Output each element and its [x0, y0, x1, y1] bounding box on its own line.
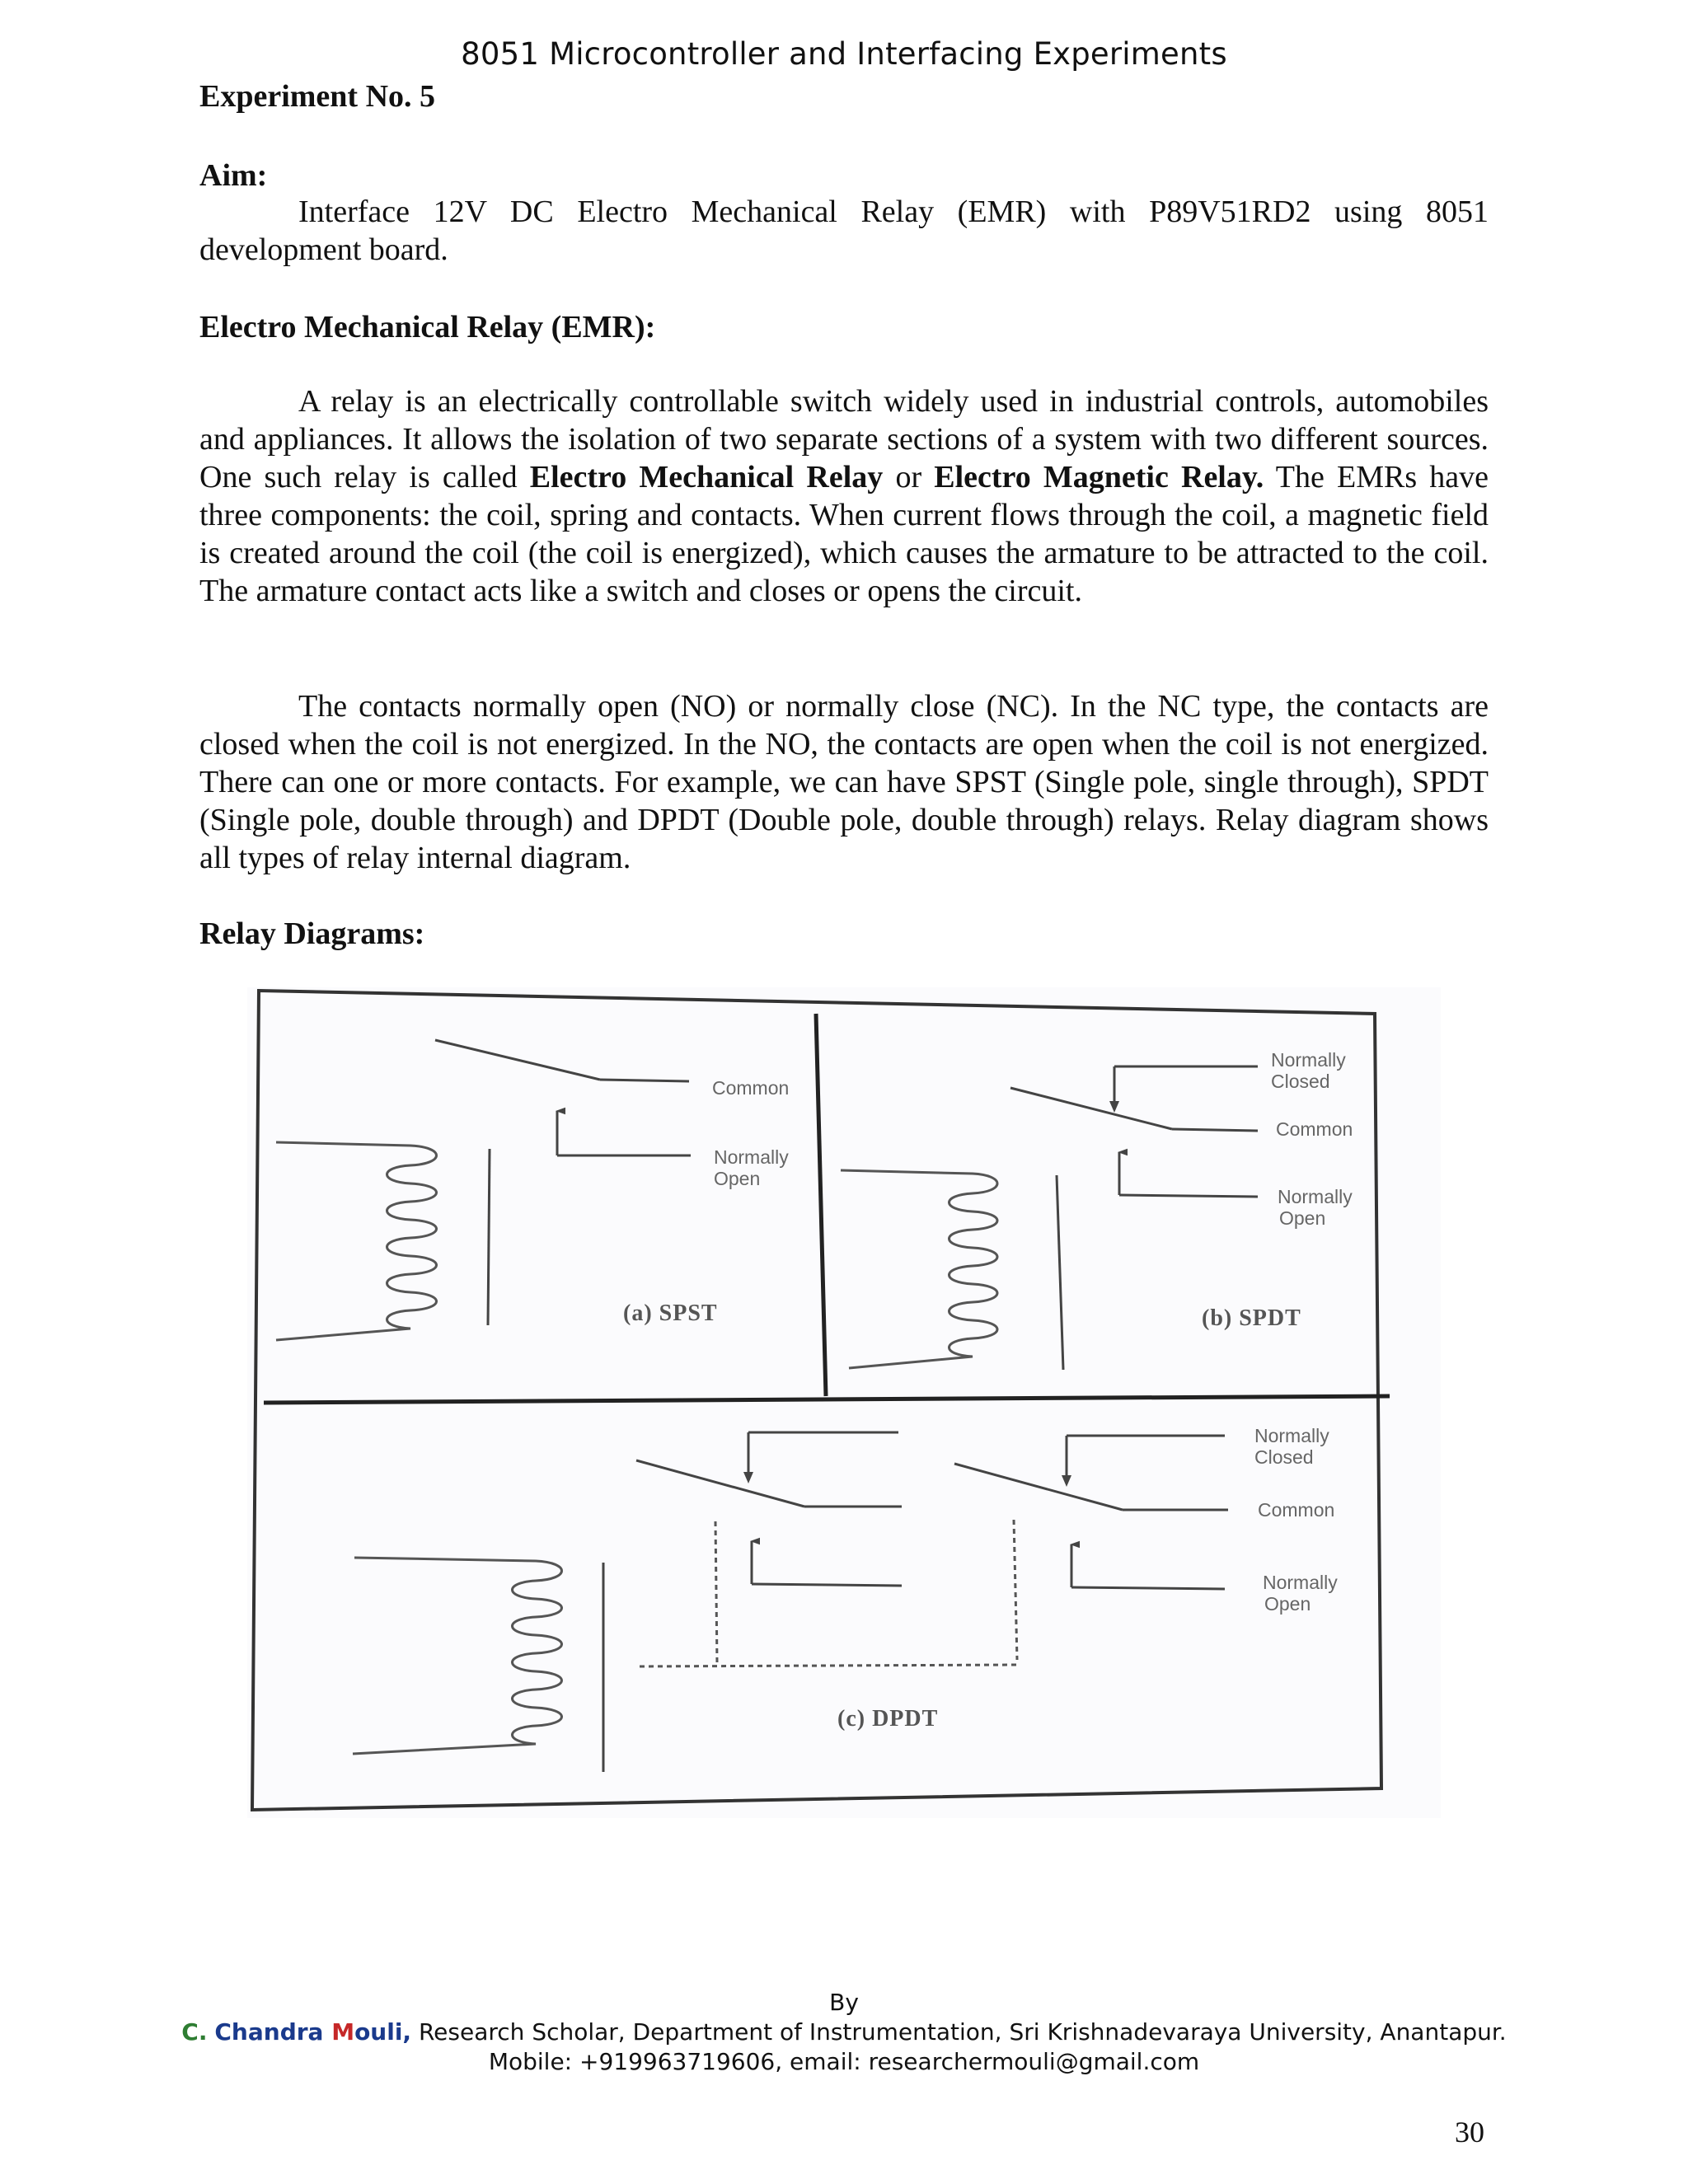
footer-by: By [829, 1989, 859, 2016]
page-number: 30 [1455, 2116, 1484, 2149]
dpdt-label-closed: Closed [1254, 1446, 1314, 1468]
spst-caption: (a) SPST [623, 1301, 718, 1326]
experiment-title: Experiment No. 5 [199, 79, 436, 114]
emr-heading: Electro Mechanical Relay (EMR): [199, 310, 656, 344]
footer-author-line [0, 2018, 1688, 2047]
spdt-label-common: Common [1276, 1118, 1353, 1140]
emr-para1-or: or [883, 460, 935, 494]
spst-core [488, 1149, 490, 1325]
running-header: 8051 Microcontroller and Interfacing Experiments [461, 36, 1227, 72]
emr-term-2: Electro Magnetic Relay. [934, 460, 1264, 494]
dpdt-label-open: Open [1264, 1593, 1311, 1615]
spst-label-open: Open [714, 1168, 761, 1189]
spdt-common-line [1172, 1129, 1258, 1131]
spst-label-normally: Normally [714, 1146, 789, 1168]
spdt-no-line [1119, 1195, 1258, 1197]
relay-diagrams-figure [247, 987, 1441, 1818]
spdt-label-normally: Normally [1278, 1186, 1353, 1207]
dpdt-caption: (c) DPDT [837, 1706, 939, 1732]
spst-common-line [600, 1080, 689, 1081]
emr-paragraph-2 [199, 687, 1489, 877]
aim-text-content: Interface 12V DC Electro Mechanical Relay (EMR) with P89V51RD2 using 8051 development board. [199, 194, 1489, 267]
spdt-caption: (b) SPDT [1202, 1305, 1301, 1331]
author-affiliation: Research Scholar, Department of Instrumentation, Sri Krishnadevaraya University, Anantapur. [411, 2018, 1507, 2046]
emr-para1-text-a: A relay is an electrically controllable switch widely used in industrial controls, automobiles and appliances. It allows the isolation of two separate sections of a system with two different sources. One such relay is called [199, 384, 1489, 494]
emr-term-1: Electro Mechanical Relay [529, 460, 884, 494]
spdt-label-open: Open [1279, 1207, 1326, 1229]
footer-contact: Mobile: +919963719606, email: researchermouli@gmail.com [488, 2048, 1200, 2075]
relay-diagrams-svg [247, 987, 1441, 1818]
author-last-initial: M [331, 2018, 355, 2046]
spdt-label-closed: Closed [1271, 1071, 1330, 1092]
emr-para2-text: The contacts normally open (NO) or normally close (NC). In the NC type, the contacts are closed when the coil is not energized. In the NO, the contacts are open when the coil is not energized. There can one or more contacts. For example, we can have SPST (Single pole, single through), SPDT (Single pole, double through) and DPDT (Double pole, double through) relays. Relay diagram shows all types of relay internal diagram. [199, 689, 1489, 875]
emr-paragraph-1 [199, 382, 1489, 610]
dpdt-no-line-2 [1071, 1587, 1225, 1589]
author-last-rest: ouli, [354, 2018, 412, 2046]
author-initial: C. [181, 2018, 208, 2046]
author-first-part-1: Ch [214, 2018, 248, 2046]
spst-label-common: Common [712, 1077, 790, 1099]
dpdt-label-normally-closed-1: Normally [1254, 1425, 1329, 1446]
author-first-part-2: andra [247, 2018, 332, 2046]
aim-text [199, 193, 1489, 269]
spdt-label-normally-closed-1: Normally [1271, 1049, 1346, 1071]
aim-heading: Aim: [199, 158, 268, 193]
dpdt-label-common: Common [1258, 1499, 1335, 1521]
dpdt-no-line-1 [752, 1584, 902, 1586]
dpdt-label-normally: Normally [1263, 1572, 1338, 1593]
relay-diagrams-heading: Relay Diagrams: [199, 916, 425, 951]
page-footer [0, 1988, 1688, 2077]
emr-para1-text-b: The EMRs have three components: the coil, spring and contacts. When current flows through the coil, a magnetic field is created around the coil (the coil is energized), which causes the armature to be attracted to the coil. The armature contact acts like a switch and closes or opens the circuit. [199, 460, 1489, 608]
